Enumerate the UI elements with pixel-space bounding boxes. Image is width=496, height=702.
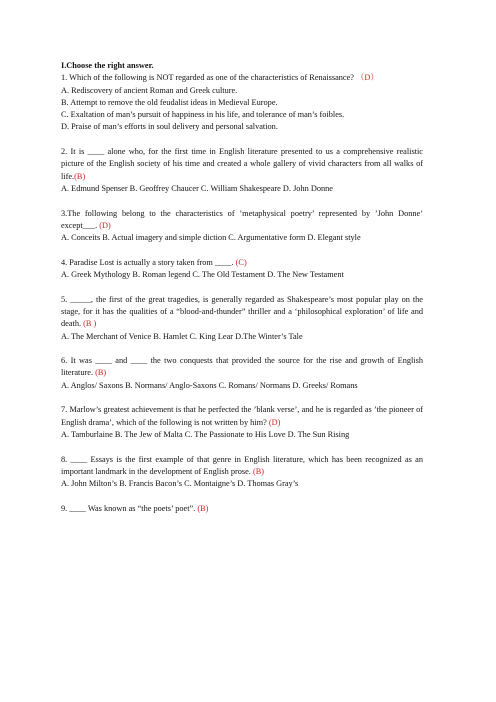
question-stem (61, 454, 423, 479)
question-stem (61, 503, 423, 515)
question-8 (61, 454, 423, 491)
answer-key: (B) (74, 171, 86, 181)
option-line: A. Conceits B. Actual imagery and simple diction C. Argumentative form D. Elegant style (61, 233, 361, 243)
question-7 (61, 404, 423, 441)
option-line: C. Exaltation of man’s pursuit of happiness in his life, and tolerance of man’s foibles. (61, 110, 345, 120)
answer-key: (B) (252, 466, 265, 476)
question-stem (61, 208, 423, 233)
question-stem (61, 146, 423, 183)
answer-key: (C) (235, 257, 247, 267)
option-line: B. Attempt to remove the old feudalist ideas in Medieval Europe. (61, 97, 278, 107)
option-line: A. Edmund Spenser B. Geoffrey Chaucer C. William Shakespeare D. John Donne (61, 183, 333, 193)
question-6 (61, 355, 423, 392)
option-line: A. Greek Mythology B. Roman legend C. The Old Testament D. The New Testament (61, 270, 344, 280)
question-5 (61, 294, 423, 343)
answer-key: (D) (268, 417, 281, 427)
question-text: 3.The following belong to the characteristics of ’metaphysical poetry’ represented by ’John Donne’ except___. (61, 208, 423, 230)
question-2 (61, 146, 423, 195)
section-heading: I.Choose the right answer. (61, 61, 154, 70)
option-line: A. Rediscovery of ancient Roman and Greek culture. (61, 85, 238, 95)
document-body (61, 60, 423, 527)
question-1 (61, 72, 423, 133)
option-line: A. The Merchant of Venice B. Hamlet C. King Lear D.The Winter’s Tale (61, 331, 303, 341)
answer-key: (D) (99, 220, 111, 230)
question-text: 8. ____ Essays is the first example of that genre in English literature, which has been recognized as an important landmark in the development of English prose. (61, 454, 423, 476)
question-text: 1. Which of the following is NOT regarded as one of the characteristics of Renaissance? (61, 73, 354, 83)
option-line: A. Tamburlaine B. The Jew of Malta C. The Passionate to His Love D. The Sun Rising (61, 429, 350, 439)
question-text: 5. _____, the first of the great tragedies, is generally regarded as Shakespeare’s most popular play on the stage, for it has the qualities of a “blood-and-thunder” thriller and a ‘philosophical exploration’ of life and death. (61, 294, 423, 329)
question-stem (61, 355, 423, 380)
question-text: 9. ____ Was known as “the poets’ poet”. (61, 503, 196, 513)
answer-key: （D） (356, 73, 379, 83)
question-4 (61, 257, 423, 282)
question-3 (61, 208, 423, 245)
question-text: 4. Paradise Lost is actually a story taken from ____. (61, 257, 234, 267)
question-text: 7. Marlow’s greatest achievement is that he perfected the ’blank verse’, and he is regarded as ’the pioneer of English drama’, which of the following is not written by him? (61, 405, 423, 427)
question-text: 6. It was ____ and ____ the two conquests that provided the source for the rise and growth of English literature. (61, 356, 423, 378)
question-9 (61, 503, 423, 515)
question-text: 2. It is ____ alone who, for the first time in English literature presented to us a comprehensive realistic picture of the English society of his time and created a whole gallery of vivid characters from all walks of life. (61, 147, 423, 181)
question-stem (61, 294, 423, 331)
question-stem (61, 72, 423, 84)
answer-key: (B) (95, 368, 107, 378)
answer-key: (B ) (83, 319, 97, 329)
question-stem (61, 404, 423, 429)
option-line: D. Praise of man’s efforts in soul delivery and personal salvation. (61, 122, 278, 132)
option-line: A. Anglos/ Saxons B. Normans/ Anglo-Saxons C. Romans/ Normans D. Greeks/ Romans (61, 380, 358, 390)
option-line: A. John Milton’s B. Francis Bacon’s C. Montaigne’s D. Thomas Gray’s (61, 479, 299, 489)
answer-key: (B) (197, 503, 209, 513)
question-stem (61, 257, 423, 269)
